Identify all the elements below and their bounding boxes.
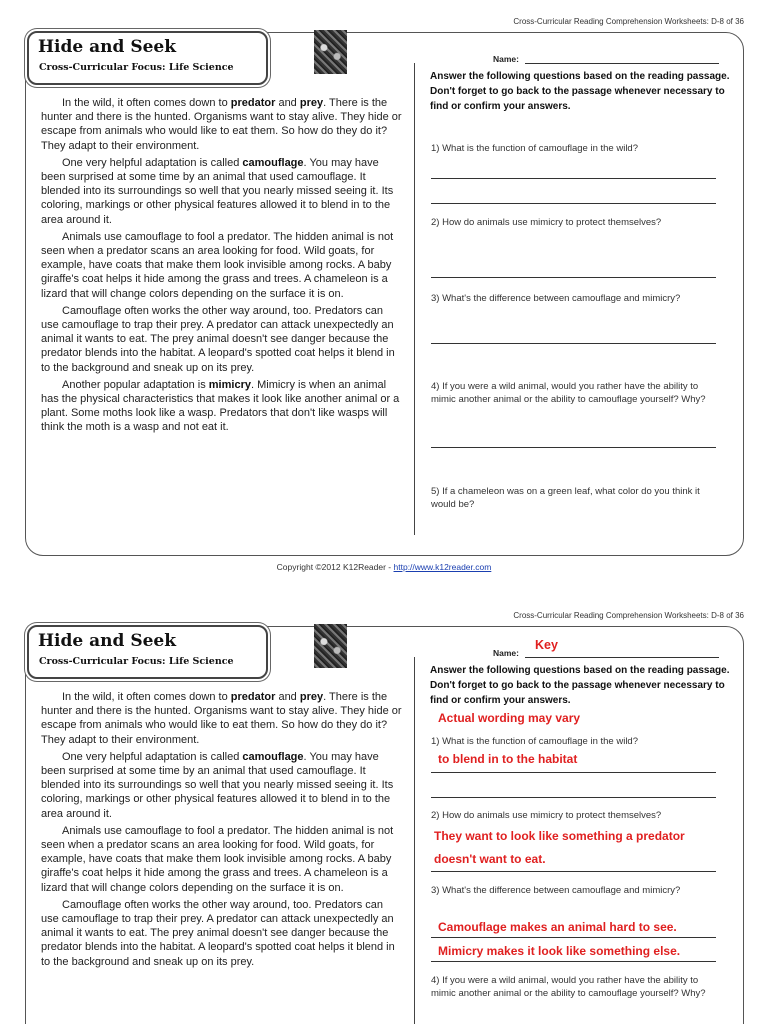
question-4: 4) If you were a wild animal, would you rather have the ability to mimic another animal or the ability to camouflage yourself? Why? bbox=[431, 975, 706, 999]
worksheet-subtitle: Cross-Curricular Focus: Life Science bbox=[39, 656, 234, 667]
passage-paragraph: Another popular adaptation is mimicry. Mimicry is when an animal has the physical characteristics that makes it look like another animal or a plant. Some moths look like a wasp. Predators that don't like wasps will think the moth is a wasp and not eat it. bbox=[41, 378, 400, 434]
worksheet-title: Hide and Seek bbox=[38, 631, 177, 651]
column-divider bbox=[414, 657, 415, 1024]
answer-note: Actual wording may vary bbox=[438, 711, 581, 725]
answer-line[interactable] bbox=[431, 343, 716, 344]
camouflage-photo bbox=[314, 30, 347, 74]
passage-paragraph: In the wild, it often comes down to predator and prey. There is the hunter and there is the hunted. Organisms want to stay alive. They hide or escape from animals who would like to eat them. So how do they do it? They adapt to their environment. bbox=[41, 97, 402, 152]
series-header: Cross-Curricular Reading Comprehension Worksheets: D-8 of 36 bbox=[513, 17, 744, 26]
k12reader-link[interactable]: http://www.k12reader.com bbox=[393, 562, 492, 572]
question-3: 3) What's the difference between camouflage and mimicry? bbox=[431, 293, 681, 304]
reading-passage bbox=[41, 96, 403, 438]
instructions: Answer the following questions based on the reading passage. Don't forget to go back to the passage whenever necessary to find or confirm your answers. bbox=[430, 665, 730, 706]
passage-paragraph: In the wild, it often comes down to predator and prey. There is the hunter and there is the hunted. Organisms want to stay alive. They hide or escape from animals who would like to eat them. So how do they do it? They adapt to their environment. bbox=[41, 691, 402, 746]
question-5: 5) If a chameleon was on a green leaf, what color do you think it would be? bbox=[431, 486, 700, 510]
question-2: 2) How do animals use mimicry to protect themselves? bbox=[431, 810, 662, 821]
series-header: Cross-Curricular Reading Comprehension Worksheets: D-8 of 36 bbox=[513, 611, 744, 620]
answer-3-line-2: Mimicry makes it look like something else. bbox=[438, 944, 681, 958]
instructions: Answer the following questions based on the reading passage. Don't forget to go back to the passage whenever necessary to find or confirm your answers. bbox=[430, 71, 730, 112]
question-2: 2) How do animals use mimicry to protect themselves? bbox=[431, 217, 662, 228]
passage-paragraph: Camouflage often works the other way around, too. Predators can use camouflage to trap their prey. A predator can attack unexpectedly an animal it wants to eat. The prey animal doesn't see danger because the predator blends into the habitat. A leopard's spotted coat helps it blend in to the background and sneak up on its prey. bbox=[41, 898, 395, 968]
name-label: Name: bbox=[493, 54, 519, 64]
answer-2-line-2: doesn't want to eat. bbox=[434, 852, 546, 866]
copyright: Copyright ©2012 K12Reader - http://www.k12reader.com bbox=[276, 562, 492, 572]
answer-line[interactable] bbox=[431, 961, 716, 962]
title-box bbox=[27, 625, 268, 679]
column-divider bbox=[414, 63, 415, 535]
name-field[interactable] bbox=[525, 53, 719, 64]
answer-line[interactable] bbox=[431, 178, 716, 179]
question-1: 1) What is the function of camouflage in the wild? bbox=[431, 736, 639, 747]
question-1: 1) What is the function of camouflage in the wild? bbox=[431, 143, 639, 154]
answer-line[interactable] bbox=[431, 772, 716, 773]
passage-paragraph: Animals use camouflage to fool a predator. The hidden animal is not seen when a predator scans an area looking for food. Wild goats, for example, have coats that make them look invisible among rocks. A baby giraffe's coat helps it hide among the grass and trees. A chameleon is a lizard that will change colors depending on the surface it is on. bbox=[41, 230, 394, 300]
title-box bbox=[27, 31, 268, 85]
worksheet-title: Hide and Seek bbox=[38, 37, 177, 57]
name-key-value: Key bbox=[535, 638, 558, 652]
passage-paragraph: One very helpful adaptation is called camouflage. You may have been surprised at some time by an animal that used camouflage. It blended into its surroundings so well that you nearly missed seeing it. Its coloring, markings or other physical features allowed it to blend in to the area around it. bbox=[41, 156, 394, 226]
answer-line[interactable] bbox=[431, 447, 716, 448]
answer-key-page bbox=[0, 594, 768, 1024]
answer-3-line-1: Camouflage makes an animal hard to see. bbox=[438, 920, 677, 934]
answer-line[interactable] bbox=[431, 277, 716, 278]
question-4: 4) If you were a wild animal, would you rather have the ability to mimic another animal or the ability to camouflage yourself? Why? bbox=[431, 381, 706, 405]
passage-paragraph: Camouflage often works the other way around, too. Predators can use camouflage to trap their prey. A predator can attack unexpectedly an animal it wants to eat. The prey animal doesn't see danger because the predator blends into the habitat. A leopard's spotted coat helps it blend in to the background and sneak up on its prey. bbox=[41, 304, 395, 374]
answer-1: to blend in to the habitat bbox=[438, 752, 578, 766]
answer-line[interactable] bbox=[431, 937, 716, 938]
reading-passage bbox=[41, 690, 403, 972]
answer-line[interactable] bbox=[431, 797, 716, 798]
name-label: Name: bbox=[493, 648, 519, 658]
answer-line[interactable] bbox=[431, 203, 716, 204]
camouflage-photo bbox=[314, 624, 347, 668]
passage-paragraph: Animals use camouflage to fool a predator. The hidden animal is not seen when a predator scans an area looking for food. Wild goats, for example, have coats that make them look invisible among rocks. A baby giraffe's coat helps it hide among the grass and trees. A chameleon is a lizard that will change colors depending on the surface it is on. bbox=[41, 824, 394, 894]
passage-paragraph: One very helpful adaptation is called camouflage. You may have been surprised at some time by an animal that used camouflage. It blended into its surroundings so well that you nearly missed seeing it. Its coloring, markings or other physical features allowed it to blend in to the area around it. bbox=[41, 750, 394, 820]
worksheet-subtitle: Cross-Curricular Focus: Life Science bbox=[39, 62, 234, 73]
question-3: 3) What's the difference between camouflage and mimicry? bbox=[431, 885, 681, 896]
answer-line[interactable] bbox=[431, 871, 716, 872]
answer-2-line-1: They want to look like something a predator bbox=[434, 829, 685, 843]
